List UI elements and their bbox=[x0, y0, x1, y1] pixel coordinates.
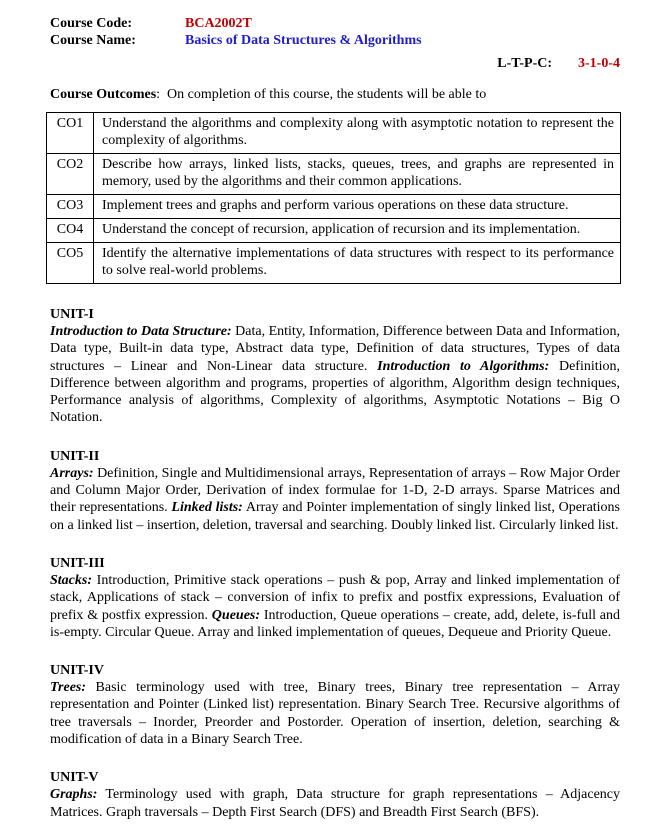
course-outcomes-intro bbox=[50, 86, 620, 103]
unit-title: UNIT-IV bbox=[50, 663, 104, 679]
unit-section bbox=[50, 306, 620, 427]
unit-section bbox=[50, 448, 620, 534]
unit-title: UNIT-V bbox=[50, 770, 99, 786]
course-code-value: BCA2002T bbox=[185, 16, 252, 31]
outcome-text: Understand the concept of recursion, application of recursion and its implementation. bbox=[94, 219, 621, 243]
unit-topic-text: Introduction, Queue operations – create, add, delete, is-full and is-empty. Circular Queue. Array and linked implementation of queues, Dequeue and Priority Queue. bbox=[50, 607, 620, 640]
outcome-code: CO4 bbox=[47, 219, 94, 243]
outcome-code: CO2 bbox=[47, 154, 94, 195]
outcome-row bbox=[47, 195, 621, 219]
unit-topic-text: Introduction, Primitive stack operations – push & pop, Array and linked implementation of stack, Applications of stack – conversion of infix to prefix and postfix expressions, Evaluation of prefix & postfix expression. bbox=[50, 572, 620, 623]
unit-topic-label: Introduction to Data Structure: bbox=[50, 324, 232, 339]
unit-topic-text: Definition, Difference between algorithm and programs, properties of algorithm, Algorithm design techniques, Performance analysis of algorithms, Complexity of algorithms, Asymptotic Notations – Big O Notation. bbox=[50, 358, 621, 426]
outcome-text: Describe how arrays, linked lists, stacks, queues, trees, and graphs are represented in memory, used by the algorithms and their common applications. bbox=[94, 154, 621, 195]
outcome-row bbox=[47, 113, 621, 154]
unit-title: UNIT-I bbox=[50, 307, 94, 322]
unit-paragraph bbox=[50, 679, 620, 748]
unit-topic-label: Linked lists: bbox=[171, 500, 243, 516]
unit-topic-text: Terminology used with graph, Data structure for graph representations – Adjacency Matrices. Graph traversals – Depth First Search (DFS) and Breadth First Search (BFS). bbox=[50, 787, 620, 820]
unit-topic-label: Graphs: bbox=[50, 787, 98, 803]
course-header bbox=[50, 15, 620, 72]
outcome-code: CO1 bbox=[47, 113, 94, 154]
ltpc-value: 3-1-0-4 bbox=[578, 56, 620, 71]
unit-section bbox=[50, 769, 620, 821]
outcome-row bbox=[47, 243, 621, 284]
unit-topic-text: Data, Entity, Information, Difference between Data and Information, Data type, Built-in data type, Abstract data type, Definition of data structures, Types of data structures – Linear and Non-Linear data structure. bbox=[50, 324, 621, 374]
outcomes-table-body bbox=[47, 113, 621, 284]
unit-topic-text: Definition, Single and Multidimensional arrays, Representation of arrays – Row Major Order and Column Major Order, Derivation of index formulae for 1-D, 2-D arrays. Sparse Matrices and their representations. bbox=[50, 465, 620, 516]
outcome-text: Identify the alternative implementations of data structures with respect to its performance to solve real-world problems. bbox=[94, 243, 621, 284]
units bbox=[50, 306, 620, 821]
outcome-text: Understand the algorithms and complexity along with asymptotic notation to represent the complexity of algorithms. bbox=[94, 113, 621, 154]
course-outcomes-intro-text: : On completion of this course, the students will be able to bbox=[156, 87, 487, 102]
unit-title: UNIT-III bbox=[50, 555, 105, 571]
unit-topic-label: Stacks: bbox=[50, 572, 92, 588]
outcome-text: Implement trees and graphs and perform various operations on these data structure. bbox=[94, 195, 621, 219]
unit-section bbox=[50, 662, 620, 748]
outcome-row bbox=[47, 219, 621, 243]
outcome-code: CO3 bbox=[47, 195, 94, 219]
unit-paragraph bbox=[50, 465, 620, 534]
course-name-row bbox=[50, 32, 620, 49]
unit-paragraph bbox=[50, 786, 620, 821]
course-name-label: Course Name: bbox=[50, 33, 136, 48]
course-name-value: Basics of Data Structures & Algorithms bbox=[185, 33, 422, 48]
course-code-row bbox=[50, 15, 620, 32]
course-outcomes-table bbox=[46, 112, 621, 284]
ltpc-row bbox=[50, 55, 620, 72]
outcome-code: CO5 bbox=[47, 243, 94, 284]
unit-topic-label: Arrays: bbox=[50, 465, 94, 481]
unit-paragraph bbox=[50, 572, 620, 641]
course-code-label: Course Code: bbox=[50, 16, 133, 31]
unit-topic-label: Introduction to Algorithms: bbox=[377, 358, 550, 374]
unit-paragraph bbox=[50, 323, 620, 427]
unit-topic-label: Queues: bbox=[211, 607, 261, 623]
unit-topic-label: Trees: bbox=[50, 680, 87, 696]
unit-title: UNIT-II bbox=[50, 448, 100, 464]
ltpc-label: L-T-P-C: bbox=[497, 56, 552, 71]
unit-topic-text: Array and Pointer implementation of singly linked list, Operations on a linked list – insertion, deletion, traversal and searching. Doubly linked list. Circularly linked list. bbox=[50, 500, 621, 533]
course-outcomes-heading: Course Outcomes bbox=[50, 87, 157, 102]
unit-section bbox=[50, 555, 620, 641]
outcome-row bbox=[47, 154, 621, 195]
unit-topic-text: Basic terminology used with tree, Binary trees, Binary tree representation – Array representation and Pointer (Linked list) representation. Binary Search Tree. Recursive algorithms of tree traversals – Inorder, Preorder and Postorder. Operation of insertion, deletion, searching & modification of data in a Binary Search Tree. bbox=[50, 680, 620, 748]
